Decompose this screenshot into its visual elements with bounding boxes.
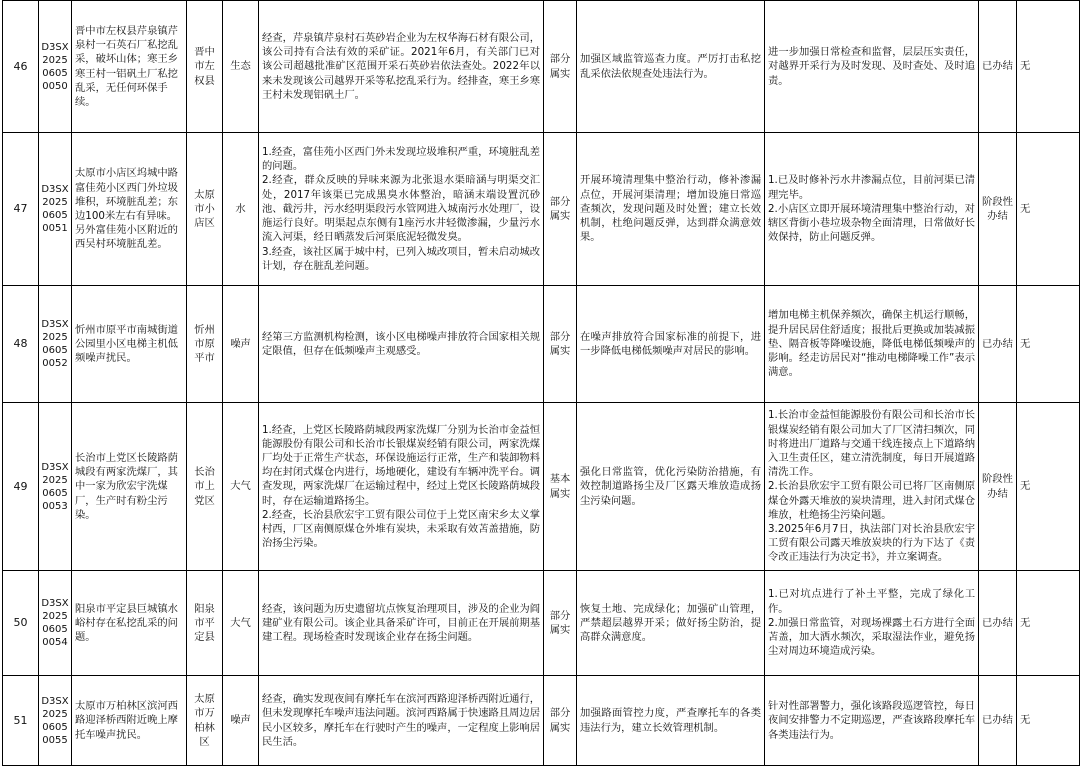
accountability: 无 — [1017, 403, 1080, 571]
accountability: 无 — [1017, 676, 1080, 766]
measures: 在噪声排放符合国家标准的前提下，进一步降低电梯低频噪声对居民的影响。 — [577, 286, 765, 403]
findings: 经查，芹泉镇芹泉村石英砂岩企业为左权华海石材有限公司，该公司持有合法有效的采矿证。2021年6月，有关部门已对该公司超越批准矿区范围开采石英砂岩依法查处。2022年以来未发现该公司越界开采等私挖乱采行为。经排查，寒王乡寒王村未发现铝矾土厂。 — [259, 1, 544, 133]
measures: 加强区域监管巡查力度。严厉打击私挖乱采依法依规查处违法行为。 — [577, 1, 765, 133]
pollution-type: 噪声 — [223, 286, 259, 403]
table-row — [3, 403, 1080, 571]
progress-item: 3.2025年6月7日，执法部门对长治县欣宏宇工贸有限公司露天堆放炭块的行为下达了《责令改正违法行为决定书》，并立案调查。 — [768, 523, 975, 564]
table-row — [3, 1, 1080, 133]
progress-item: 1.已对坑点进行了补土平整，完成了绿化工作。 — [768, 588, 975, 615]
status: 阶段性办结 — [979, 133, 1017, 286]
pollution-type: 生态 — [223, 1, 259, 133]
findings — [259, 133, 544, 286]
issue-description: 晋中市左权县芹泉镇芹泉村一石英石厂私挖乱采，破坏山体；寒王乡寒王村一铝矾土厂私挖乱采，无任何环保手续。 — [72, 1, 187, 133]
findings-item: 1.经查，富佳苑小区西门外未发现垃圾堆积严重，环境脏乱差的问题。 — [262, 146, 540, 173]
progress — [765, 571, 979, 676]
verdict: 部分属实 — [544, 1, 577, 133]
measures: 加强路面管控力度，严查摩托车的各类违法行为，建立长效管理机制。 — [577, 676, 765, 766]
verdict: 部分属实 — [544, 286, 577, 403]
region: 晋中市左权县 — [187, 1, 223, 133]
progress — [765, 403, 979, 571]
progress — [765, 133, 979, 286]
verdict: 部分属实 — [544, 571, 577, 676]
findings — [259, 403, 544, 571]
table-row — [3, 571, 1080, 676]
progress: 增加电梯主机保养频次，确保主机运行顺畅，提升居民居住舒适度；报批后更换或加装减振垫、隔音板等降噪设施，降低电梯低频噪声的影响。经走访居民对“推动电梯降噪工作”表示满意。 — [765, 286, 979, 403]
region: 太原市小店区 — [187, 133, 223, 286]
verdict: 基本属实 — [544, 403, 577, 571]
progress-item: 2.小店区立即开展环境清理集中整治行动，对辖区背街小巷垃圾杂物全面清理，日常做好长效保持，防止问题反弹。 — [768, 202, 975, 244]
case-code: D3SX202506050050 — [39, 1, 72, 133]
row-number: 46 — [3, 1, 39, 133]
case-table — [2, 0, 1080, 766]
accountability: 无 — [1017, 571, 1080, 676]
issue-description: 太原市万柏林区滨河西路迎泽桥西附近晚上摩托车噪声扰民。 — [72, 676, 187, 766]
region: 太原市万柏林区 — [187, 676, 223, 766]
case-code: D3SX202506050054 — [39, 571, 72, 676]
verdict: 部分属实 — [544, 133, 577, 286]
progress-item: 1.已及时修补污水井渗漏点位，目前河渠已清理完毕。 — [768, 174, 975, 201]
findings-item: 2.经查，长治县欣宏宇工贸有限公司位于上党区南宋乡太义掌村西，厂区南侧原煤仓外堆有炭块，未采取有效苫盖措施，防治扬尘污染。 — [262, 508, 541, 550]
pollution-type: 大气 — [223, 571, 259, 676]
case-code: D3SX202506050055 — [39, 676, 72, 766]
findings: 经查，确实发现夜间有摩托车在滨河西路迎泽桥西附近通行，但未发现摩托车噪声违法问题。滨河西路属于快速路且周边居民小区较多，摩托车在行驶时产生的噪声，一定程度上影响居民生活。 — [259, 676, 544, 766]
case-code: D3SX202506050051 — [39, 133, 72, 286]
region: 阳泉市平定县 — [187, 571, 223, 676]
progress-item: 2.加强日常监管，对现场裸露土石方进行全面苫盖，加大洒水频次，采取湿法作业，避免扬尘对周边环境造成污染。 — [768, 616, 975, 658]
status: 阶段性办结 — [979, 403, 1017, 571]
table-row — [3, 676, 1080, 766]
issue-description: 长治市上党区长陵路荫城段有两家洗煤厂，其中一家为欣宏宇洗煤厂，生产时有粉尘污染。 — [72, 403, 187, 571]
pollution-type: 水 — [223, 133, 259, 286]
progress-item: 1.长治市金益恒能源股份有限公司和长治市长银煤炭经销有限公司加大了厂区清扫频次，同时将进出厂道路与交通干线连接点上下道路纳入卫生责任区，建立清洗制度，每日开展道路清洗工作。 — [768, 409, 975, 479]
issue-description: 阳泉市平定县巨城镇水峪村存在私挖乱采的问题。 — [72, 571, 187, 676]
progress: 针对性部署警力，强化该路段巡逻管控，每日夜间安排警力不定期巡逻，严查该路段摩托车各类违法行为。 — [765, 676, 979, 766]
measures: 开展环境清理集中整治行动，修补渗漏点位，开展河渠清理；增加设施日常巡查频次，发现问题及时处置；建立长效机制，杜绝问题反弹，达到群众满意效果。 — [577, 133, 765, 286]
findings-item: 1.经查，上党区长陵路荫城段两家洗煤厂分别为长治市金益恒能源股份有限公司和长治市长银煤炭经销有限公司，两家洗煤厂均处于正常生产状态，环保设施运行正常，生产和装卸物料均在封闭式煤仓内进行，场地硬化，建设有车辆冲洗平台。调查发现，两家洗煤厂在运输过程中，经过上党区长陵路荫城段时，存在运输道路扬尘。 — [262, 423, 541, 507]
findings: 经查，该问题为历史遗留坑点恢复治理项目，涉及的企业为阎建矿业有限公司。该企业具备采矿许可，目前正在开展前期基建工程。现场检查时发现该企业存在扬尘问题。 — [259, 571, 544, 676]
row-number: 51 — [3, 676, 39, 766]
progress: 进一步加强日常检查和监督，层层压实责任，对越界开采行为及时发现、及时查处、及时追责。 — [765, 1, 979, 133]
status: 已办结 — [979, 1, 1017, 133]
accountability: 无 — [1017, 286, 1080, 403]
pollution-type: 噪声 — [223, 676, 259, 766]
verdict: 部分属实 — [544, 676, 577, 766]
row-number: 47 — [3, 133, 39, 286]
findings-item: 3.经查，该社区属于城中村，已列入城改项目，暂未启动城改计划，存在脏乱差问题。 — [262, 245, 540, 272]
progress-item: 2.长治县欣宏宇工贸有限公司已将厂区南侧原煤仓外露天堆放的炭块清理，进入封闭式煤仓堆放，杜绝扬尘污染问题。 — [768, 480, 975, 521]
accountability: 无 — [1017, 133, 1080, 286]
table-row — [3, 286, 1080, 403]
pollution-type: 大气 — [223, 403, 259, 571]
measures: 强化日常监管，优化污染防治措施，有效控制道路扬尘及厂区露天堆放造成扬尘污染问题。 — [577, 403, 765, 571]
case-code: D3SX202506050052 — [39, 286, 72, 403]
findings: 经第三方监测机构检测，该小区电梯噪声排放符合国家相关规定限值，但存在低频噪声主观感受。 — [259, 286, 544, 403]
table-row — [3, 133, 1080, 286]
row-number: 50 — [3, 571, 39, 676]
region: 长治市上党区 — [187, 403, 223, 571]
case-code: D3SX202506050053 — [39, 403, 72, 571]
issue-description: 忻州市原平市南城街道公园里小区电梯主机低频噪声扰民。 — [72, 286, 187, 403]
row-number: 48 — [3, 286, 39, 403]
status: 已办结 — [979, 676, 1017, 766]
region: 忻州市原平市 — [187, 286, 223, 403]
measures: 恢复土地、完成绿化；加强矿山管理，严禁超层越界开采；做好扬尘防治，提高群众满意度。 — [577, 571, 765, 676]
accountability: 无 — [1017, 1, 1080, 133]
findings-item: 2.经查，群众反映的异味来源为北张退水渠暗涵与明渠交汇处，2017年该渠已完成黑臭水体整治，暗涵末端设置沉砂池、截污井，污水经明渠段污水管网进入城南污水处理厂，设施运行良好。明渠起点东侧有1座污水井轻微渗漏，少量污水流入河渠，经日晒蒸发后河渠底泥轻微发臭。 — [262, 174, 541, 244]
status: 已办结 — [979, 571, 1017, 676]
status: 已办结 — [979, 286, 1017, 403]
row-number: 49 — [3, 403, 39, 571]
issue-description: 太原市小店区坞城中路富佳苑小区西门外垃圾堆积，环境脏乱差；东边100米左右有异味。另外富佳苑小区附近的西吴村环境脏乱差。 — [72, 133, 187, 286]
